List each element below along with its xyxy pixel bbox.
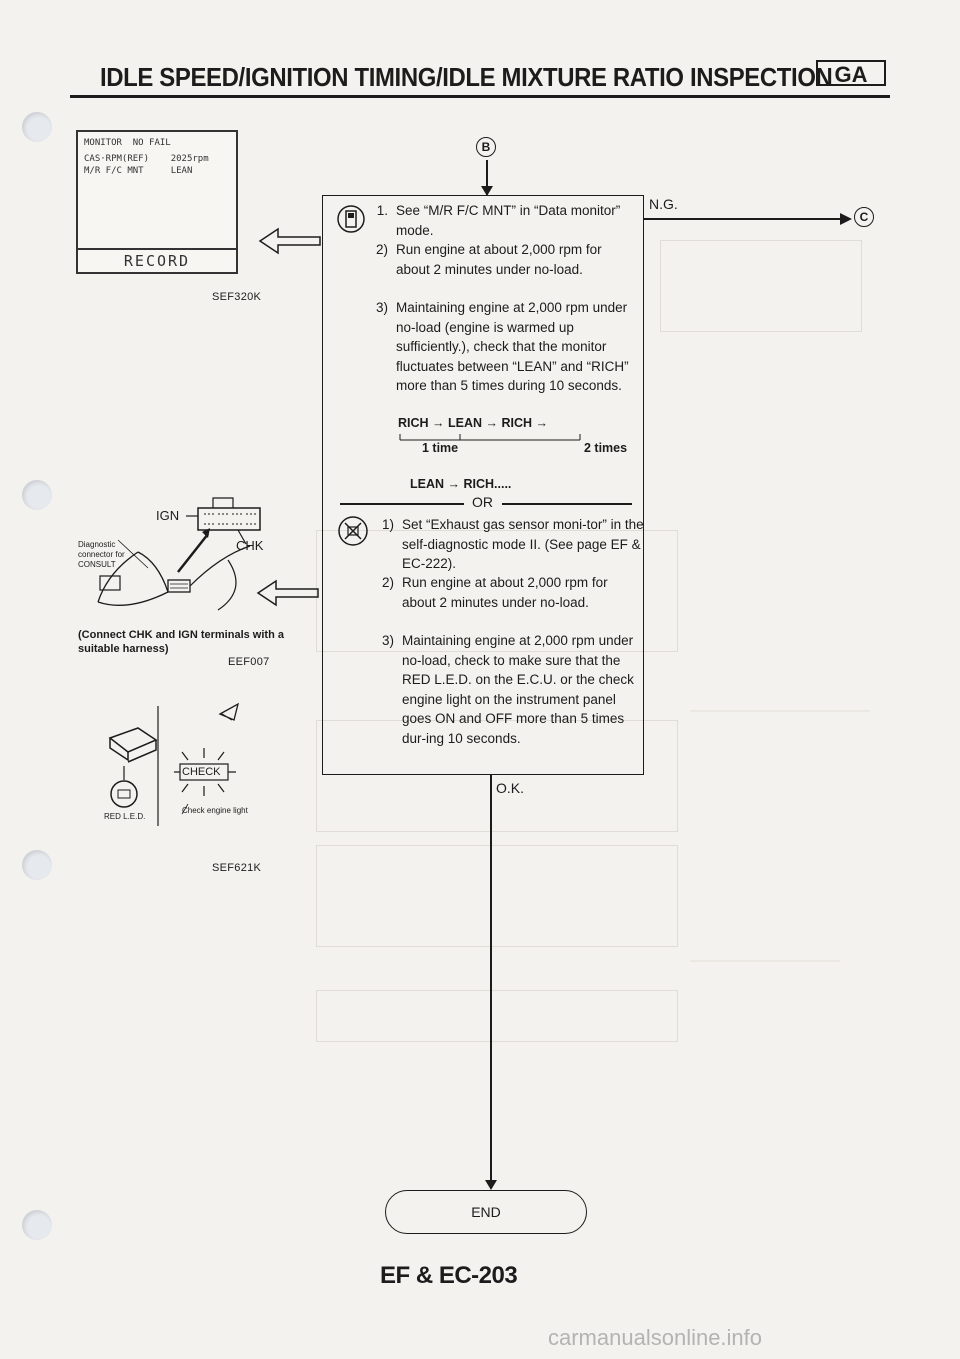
bleed-through-line — [690, 710, 870, 712]
figure-ref-sef320k: SEF320K — [212, 291, 262, 303]
page-title: IDLE SPEED/IGNITION TIMING/IDLE MIXTURE RATIO INSPECTION — [100, 62, 833, 92]
step-text: See “M/R F/C MNT” in “Data monitor” mode. — [396, 203, 621, 238]
connector-caption: (Connect CHK and IGN terminals with a suitable harness) — [78, 629, 284, 655]
consult-tester-icon — [336, 204, 366, 234]
monitor-line-1: MONITOR NO FAIL — [84, 138, 171, 148]
step-number: 1) — [381, 517, 394, 532]
pointer-arrow-icon — [258, 226, 322, 256]
or-divider-left — [340, 503, 464, 505]
step-number: 3) — [381, 633, 394, 648]
end-terminal: END — [385, 1190, 587, 1234]
led-inspection-icon — [336, 514, 370, 548]
ok-branch-line — [490, 775, 492, 1182]
header-rule — [70, 95, 890, 98]
step-number: 3) — [375, 300, 388, 315]
step-text: Maintaining engine at 2,000 rpm under no-load, check to make sure that the RED L.E.D. on the E.C.U. or the check engine light on the instrument panel goes ON and OFF more than 5 times dur-ing 10 seconds. — [402, 633, 634, 746]
flow-arrow-icon — [840, 213, 852, 225]
step-number: 1. — [376, 203, 388, 218]
or-divider-right — [502, 503, 632, 505]
check-label: CHECK — [182, 766, 221, 778]
flow-arrow-icon — [485, 1180, 497, 1190]
bleed-through-box — [316, 990, 678, 1042]
connector-b-icon: B — [476, 137, 496, 157]
count-one-time: 1 time — [422, 441, 459, 455]
bleed-through-box — [660, 240, 862, 332]
pointer-arrow-icon — [256, 578, 320, 608]
chk-label: CHK — [236, 538, 264, 553]
page-number: EF & EC-203 — [380, 1262, 518, 1289]
section-tab: GA — [816, 60, 886, 86]
step-text: Maintaining engine at 2,000 rpm under no-load (engine is warmed up sufficiently.), check that the monitor fluctuates between “LEAN” and “RICH” more than 5 times during 10 seconds. — [396, 300, 629, 393]
watermark: carmanualsonline.info — [548, 1325, 763, 1350]
diagnostic-connector-label: Diagnostic connector for CONSULT — [78, 540, 125, 569]
record-label: RECORD — [78, 248, 236, 272]
rich-lean-sequence: RICH → LEAN → RICH → — [398, 416, 548, 430]
step-text: Run engine at about 2,000 rpm for about 2 minutes under no-load. — [402, 575, 608, 610]
lean-rich-sequence: LEAN → RICH..... — [410, 477, 512, 491]
binder-hole — [22, 480, 52, 510]
step-text: Set “Exhaust gas sensor moni-tor” in the self-diagnostic mode II. (See page EF & EC-222). — [402, 517, 644, 571]
consult-monitor-screen — [76, 130, 238, 274]
ng-branch-line — [644, 218, 844, 220]
figure-ref-sef621k: SEF621K — [212, 862, 262, 874]
monitor-line-2: CAS·RPM(REF) 2025rpm — [84, 154, 209, 164]
connector-c-icon: C — [854, 207, 874, 227]
figure-ref-eef007: EEF007 — [228, 656, 270, 668]
step-number: 2) — [375, 242, 388, 257]
ng-label: N.G. — [649, 196, 678, 212]
binder-hole — [22, 850, 52, 880]
or-label: OR — [472, 494, 493, 510]
binder-hole — [22, 112, 52, 142]
monitor-line-3: M/R F/C MNT LEAN — [84, 166, 193, 176]
binder-hole — [22, 1210, 52, 1240]
check-engine-light-label: Check engine light — [182, 806, 248, 815]
red-led-label: RED L.E.D. — [104, 812, 146, 821]
ign-label: IGN — [156, 508, 180, 523]
ok-label: O.K. — [496, 780, 525, 796]
bleed-through-box — [316, 845, 678, 947]
step-text: Run engine at about 2,000 rpm for about 2 minutes under no-load. — [396, 242, 602, 277]
count-two-times: 2 times — [584, 441, 628, 455]
bleed-through-line — [690, 960, 840, 962]
step-number: 2) — [381, 575, 394, 590]
